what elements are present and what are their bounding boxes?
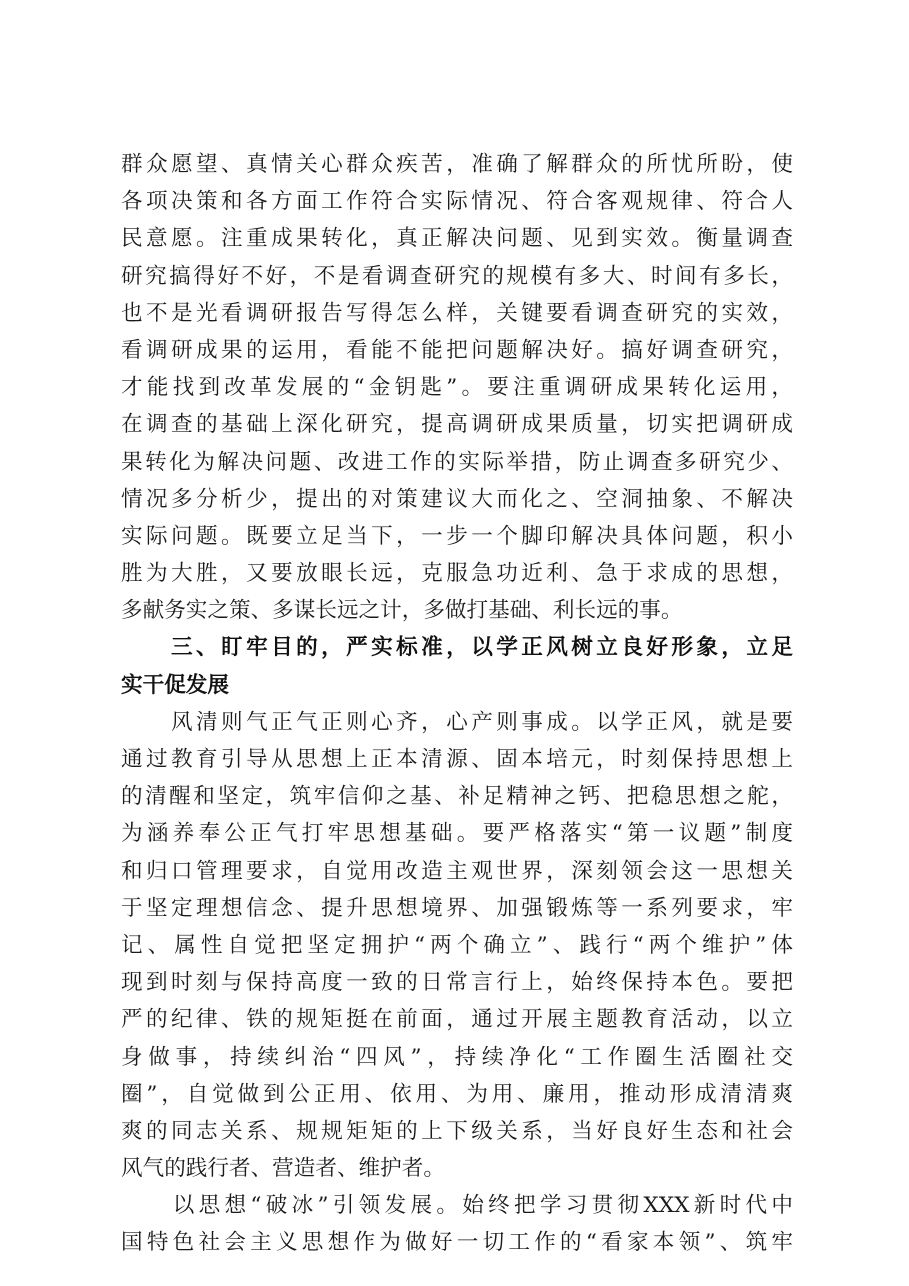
text-line: 和归口管理要求，自觉用改造主观世界，深刻领会这一思想关: [121, 858, 793, 884]
paragraph-survey-results: [121, 146, 793, 629]
text-line: 胜为大胜，又要放眼长远，克服急功近利、急于求成的思想，: [121, 561, 793, 587]
text-line: 风气的践行者、营造者、维护者。: [121, 1156, 445, 1182]
text-line: 爽的同志关系、规规矩矩的上下级关系，当好良好生态和社会: [121, 1118, 793, 1144]
text-line: 记、属性自觉把坚定拥护“两个确立”、践行“两个维护”体: [121, 932, 793, 958]
text-line: 严的纪律、铁的规矩挺在前面，通过开展主题教育活动，以立: [121, 1007, 793, 1033]
text-line: 看调研成果的运用，看能不能把问题解决好。搞好调查研究，: [121, 337, 793, 363]
text-line: 也不是光看调研报告写得怎么样，关键要看调查研究的实效，: [121, 300, 793, 326]
text-line: 各项决策和各方面工作符合实际情况、符合客观规律、符合人: [121, 189, 793, 215]
text-line: 圈”，自觉做到公正用、依用、为用、廉用，推动形成清清爽: [121, 1081, 793, 1107]
text-line: 实际问题。既要立足当下，一步一个脚印解决具体问题，积小: [121, 523, 793, 549]
text-line: 民意愿。注重成果转化，真正解决问题、见到实效。衡量调查: [121, 226, 793, 252]
text-line: 多献务实之策、多谋长远之计，多做打基础、利长远的事。: [121, 598, 683, 624]
text-line: 现到时刻与保持高度一致的日常言行上，始终保持本色。要把: [121, 970, 793, 996]
text-line: 通过教育引导从思想上正本清源、固本培元，时刻保持思想上: [121, 747, 793, 772]
paragraph-thought-breakthrough: [121, 1187, 793, 1261]
text-line: 情况多分析少，提出的对策建议大而化之、空洞抽象、不解决: [121, 486, 793, 512]
text-line: 群众愿望、真情关心群众疾苦，准确了解群众的所忧所盼，使: [121, 152, 793, 177]
text-line: 果转化为解决问题、改进工作的实际举措，防止调查多研究少、: [121, 449, 793, 475]
heading-line: 实干促发展: [121, 672, 229, 698]
text-line: 的清醒和坚定，筑牢信仰之基、补足精神之钙、把稳思想之舵，: [121, 784, 793, 810]
text-line: 在调查的基础上深化研究，提高调研成果质量，切实把调研成: [121, 412, 793, 438]
heading-line: 三、盯牢目的，严实标准，以学正风树立良好形象，立足: [121, 635, 793, 661]
text-line: 研究搞得好不好，不是看调查研究的规模有多大、时间有多长，: [121, 263, 793, 289]
text-line: 以思想“破冰”引领发展。始终把学习贯彻XXX新时代中: [121, 1193, 793, 1219]
text-line: 身做事，持续纠治“四风”，持续净化“工作圈生活圈社交: [121, 1044, 793, 1070]
text-line: 风清则气正气正则心齐，心产则事成。以学正风，就是要: [121, 709, 793, 735]
text-line: 才能找到改革发展的“金钥匙”。要注重调研成果转化运用，: [121, 375, 793, 401]
text-line: 国特色社会主义思想作为做好一切工作的“看家本领”、筑牢: [121, 1230, 793, 1256]
document-body: [121, 146, 793, 1262]
text-line: 于坚定理想信念、提升思想境界、加强锻炼等一系列要求，牢: [121, 895, 793, 921]
section-heading-3: [121, 629, 793, 703]
paragraph-style-rectification: [121, 704, 793, 1187]
text-line: 为涵养奉公正气打牢思想基础。要严格落实“第一议题”制度: [121, 821, 793, 847]
